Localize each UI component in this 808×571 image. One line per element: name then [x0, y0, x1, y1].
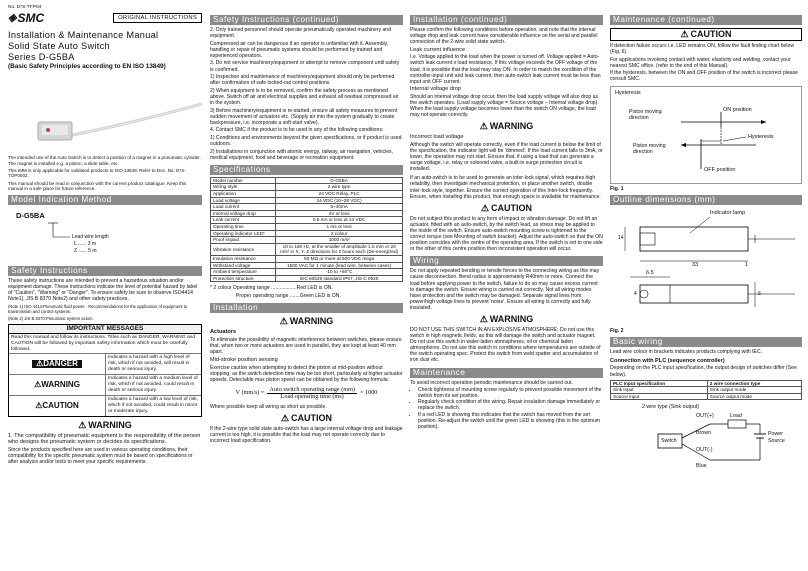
- spec-label-cell: Insulation resistance: [211, 256, 276, 263]
- spec-label-cell: Withstand voltage: [211, 262, 276, 269]
- formula-denominator: Load operating time (ms): [280, 392, 344, 400]
- danger-label: ⚠DANGER: [9, 354, 105, 374]
- maintenance-item: • Check tightness of mounting screw regularly to prevent possible movement of the switch from its set position.: [418, 387, 603, 399]
- connection-heading: Connection with PLC (sequence controller): [610, 357, 725, 364]
- messages-intro: Read this manual and follow its instructions. Titles such as DANGER, WARNING and CAUTION will be followed by important safety information which must be carefully followed.: [11, 334, 196, 352]
- table-row: [211, 191, 403, 198]
- spec-label-cell: Application: [211, 191, 276, 198]
- danger-text: Indicates a hazard with a high level of risk, which if not avoided, will result in death or serious injury.: [105, 354, 201, 374]
- plc-cell: Sink input: [611, 387, 708, 394]
- table-row: [611, 393, 802, 400]
- caution-row: [9, 395, 201, 416]
- specifications-table: [210, 177, 403, 283]
- out-minus-label: OUT(-): [696, 447, 713, 454]
- product-name: Solid State Auto Switch: [8, 41, 110, 52]
- maintenance-item: • If a red LED is showing this indicates that the switch has moved from the set position. Re-adjust the switch until the green LED is showing (this is the optimum position).: [418, 412, 603, 430]
- brown-label: Brown: [696, 430, 712, 437]
- warning-heading: ⚠ WARNING: [479, 313, 534, 324]
- outline-dimensions-figure: [610, 207, 802, 327]
- caution-text: If the 2-wire type solid state auto-switch has a large internal voltage drop and leakage current is too high, it is possible that the load may not operate correctly due to incorrect load specification.: [210, 426, 403, 445]
- product-image: [8, 74, 202, 154]
- note-2: (Note 2) JIS B 8370:Pneumatic system axiom.: [8, 315, 94, 321]
- intro-para-2: This IMM is only applicable for validated products to ISO 13849. Refer to Doc. No. D*S-TOP0002.: [8, 167, 186, 179]
- warning-triangle-icon: ⚠: [279, 316, 288, 327]
- table-row: [211, 230, 403, 237]
- lead-z: Z ...... 5 m: [74, 247, 97, 254]
- warning-row: [9, 374, 201, 395]
- maintenance-item: • Regularly check condition of the wiring. Repair insulation damage immediately or replace the switch.: [418, 399, 603, 411]
- ivd-heading: Internal voltage drop: [410, 86, 461, 93]
- install-intro: Please confirm the following conditions before operation, and note that the internal voltage drop and leak current have considerable influence on the serial and parallel connection of the 2-wire solid state switch.: [410, 27, 598, 46]
- warning-triangle-icon: ⚠: [479, 121, 488, 132]
- fig-piston-label-1: Piston moving direction: [629, 108, 662, 121]
- spec-value-cell: 4V or less: [276, 210, 403, 217]
- table-row: [211, 197, 403, 204]
- spec-value-cell: 1000 m/s²: [276, 237, 403, 244]
- warning-heading: ⚠ WARNING: [279, 316, 334, 327]
- spec-value-cell: 2 wire type: [276, 184, 403, 191]
- spec-label-cell: Leak current: [211, 217, 276, 224]
- interlock-text: If an auto-switch is to be used to generate an inter-lock signal, which requires high reliability, then investigate mechanical protection, or place another switch, double inter-lock style, together. Ensure the correct operation of this Inter-lock frequently. Ensure, when installing this product, that enough space is available for maintenance.: [410, 175, 601, 200]
- hysteresis-figure: [610, 86, 802, 184]
- important-messages-box: [8, 324, 202, 417]
- fig-hysteresis-label: Hysteresis: [615, 89, 641, 96]
- wiring-header: Wiring: [410, 256, 603, 266]
- spec-value-cell: IEC 60529 standard IP67, JIS C 0920: [276, 275, 403, 282]
- safety-instructions-header: Safety Instructions: [8, 266, 202, 276]
- model-diagram: [8, 207, 202, 263]
- spec-label-cell: Operating time: [211, 224, 276, 231]
- compatibility-text: Since the products specified here are used in various operating conditions, their compatibility for the specific pneumatic system must be based on specifications or after analysis and/or tests to meet your specific requirements.: [8, 447, 193, 466]
- note-1: (Note 1) ISO 4414:Pneumatic fluid power - Recommendations for the application of equipment to transmission and control systems.: [8, 304, 188, 315]
- warning-triangle-icon: ⚠: [280, 413, 290, 424]
- basic-safety-principles: (Basic Safety Principles according to EN ISO 13849): [8, 63, 166, 71]
- spec-label-cell: Internal voltage drop: [211, 210, 276, 217]
- water-contact-text: For applications involving contact with water, elasticity and welding, contact your nearest SMC office. (refer to the end of this Manual).: [610, 56, 791, 69]
- actuators-heading: Actuators: [210, 329, 237, 336]
- warning-triangle-icon: ⚠: [34, 379, 42, 389]
- colour-note-1: * 2 colour Operating range ..................Red LED is ON.: [210, 285, 333, 292]
- spec-label-cell: Vibration resistance: [211, 243, 276, 255]
- table-row: [211, 210, 403, 217]
- warning-heading: ⚠ WARNING: [479, 121, 534, 132]
- outline-dimensions-header: Outline dimensions (mm): [610, 195, 802, 205]
- hysteresis-text: If the hysteresis, between the ON and OFF position of the switch is incorrect please consult SMC.: [610, 70, 798, 83]
- spec-label-cell: Load current: [211, 204, 276, 211]
- series-name: Series D-G5BA: [8, 52, 75, 63]
- fig-hysteresis-label-2: Hysteresis: [748, 133, 774, 140]
- spec-label-cell: Ambient temperature: [211, 269, 276, 276]
- lead-l: L ...... 3 m: [74, 240, 97, 247]
- safety-text: These safety instructions are intended to prevent a hazardous situation and/or equipment damage. These instructions indicate the level of potential hazard by label of "Caution", "Warning" or "Danger". To ensure safety be sure to observe ISO4414 Note1), JIS B 8370 Note2) and other safety practices.: [8, 277, 198, 303]
- dim-14: 14: [618, 234, 624, 241]
- lead-wire-label: Lead wire length: [72, 233, 109, 240]
- out-plus-label: OUT(+): [696, 413, 714, 420]
- plc-th-2: 2 wire connection type: [707, 380, 801, 387]
- incorrect-load-text: Although the switch will operate correctly, even if the load current is below the limit of the specification, the indicator light will be 'dimmed'. If the load current falls to 3mA, or lower, the operation may not start. Ensure that, if using a load that can generate a surge voltage, i.e. relay or solenoid valve, a built-in surge protection circuit is installed.: [410, 141, 603, 173]
- compatibility-title: 1. The compatibility of pneumatic equipment is the responsibility of the person who designs the pneumatic system or decides its specifications.: [8, 432, 201, 446]
- spec-value-cell: 1500 VAC for 1 minute (lead wire, between cases): [276, 262, 403, 269]
- warning-label: ⚠ WARNING: [34, 379, 80, 389]
- fig-piston-label-2: Piston moving direction: [633, 142, 666, 155]
- caution-heading: ⚠ CAUTION: [280, 413, 333, 424]
- caution-text: Indicates a hazard with a low level of risk, which if not avoided, could result in minor or moderate injury.: [105, 396, 201, 416]
- spec-label-cell: Load voltage: [211, 197, 276, 204]
- table-row: [211, 204, 403, 211]
- warning-triangle-icon: ⚠: [35, 400, 43, 410]
- basic-wiring-header: Basic wiring: [610, 337, 802, 347]
- spec-label-cell: Protection structure: [211, 275, 276, 282]
- spec-value-cell: -10 to +60°C: [276, 269, 403, 276]
- model-code: D-G5BA: [16, 210, 45, 220]
- safety-para-4: 1) Inspection and maintenance of machinery/equipment should only be performed after confirmation of safe locked-out control positions.: [210, 74, 395, 87]
- plc-cell: Source input: [611, 393, 708, 400]
- manual-title: Installation & Maintenance Manual: [8, 30, 159, 41]
- plc-cell: Source output mode: [707, 393, 801, 400]
- model-indication-header: Model Indication Method: [8, 195, 202, 205]
- spec-label-cell: Proof impact: [211, 237, 276, 244]
- smc-logo: ◈ SMC: [8, 11, 45, 26]
- spec-value-cell: 0.8 mA or less at 24 VDC: [276, 217, 403, 224]
- caution-text: Do not subject this product to any form of impact or vibration damage. Do not lift an actuator, fitted with an auto-switch, by the switch lead, as stress may be applied to the inside of the switch. Ensure auto-switch mounting screw is tightened to the correct torque (see Mounting of switch bracket). Adjust the auto-switch so that the ON position coincides with the centre of the operating area. If the switch is set to one side or the other of this centre position then inconsistent operation will occur.: [410, 215, 603, 253]
- spec-label-cell: Wiring style: [211, 184, 276, 191]
- actuators-text: To eliminate the possibility of magnetic interference between switches, please ensure that, when two or more actuators are used in parallel, they are kept at least 40 mm apart.: [210, 336, 402, 355]
- caution-heading: ⚠ CAUTION: [610, 28, 802, 41]
- safety-para-6: 3) Before machinery/equipment is re-started, ensure all safety measures to prevent sudden movement of actuators etc. (Supply air into the system gradually to create backpressure, i.e. incorporate a soft-start valve).: [210, 107, 398, 126]
- spec-label-cell: Model number: [211, 177, 276, 184]
- table-row: [211, 224, 403, 231]
- leak-text: I.e. Voltage applied to the load when the power is turned off. Voltage applied = Auto-switch leak current x load resistance. If this voltage exceeds the OFF voltage of the load, it is possible that the load may stay ON. In order to match the condition of the controller-input unit and leak current, then auto-switch leak current must be less than input unit OFF current.: [410, 54, 601, 85]
- dim-4: 4: [634, 290, 637, 297]
- safety-para-5: 2) When equipment is to be removed, confirm the safety process as mentioned above. Switch off air and electrical supplies and exhaust all residual compressed air in the system.: [210, 87, 399, 107]
- warning-triangle-icon: ⚠: [479, 313, 488, 324]
- warning-triangle-icon: ⚠: [78, 419, 87, 430]
- table-row: [211, 243, 403, 255]
- danger-row: [9, 353, 201, 374]
- warning-heading: ⚠ WARNING: [78, 419, 132, 430]
- maintenance-continued-header: Maintenance (continued): [610, 15, 802, 25]
- important-messages-title: IMPORTANT MESSAGES: [9, 325, 201, 334]
- wiring-short-note: Where possible keep all wiring as short as possible.: [210, 404, 327, 410]
- intro-para-3: This manual should be read in conjunction with the current product catalogue. Keep this manual in a safe place for future reference.: [8, 180, 187, 192]
- plc-th-1: PLC Input specification: [611, 380, 708, 387]
- speed-formula: [210, 387, 403, 400]
- maintenance-list: [410, 387, 603, 430]
- basic-wiring-text: Lead wire colour in brackets indicates products complying with IEC.: [610, 348, 763, 355]
- fig-on-label: ON position: [723, 106, 752, 113]
- column-3: [410, 0, 603, 571]
- fig-1-caption: Fig. 1: [610, 185, 624, 192]
- dim-6: 6: [758, 290, 761, 297]
- caution-label: ⚠ CAUTION: [35, 400, 79, 410]
- safety-para-3: 3. Do not service machinery/equipment or attempt to remove component until safety is confirmed.: [210, 60, 400, 73]
- spec-value-cell: 5~40mA: [276, 204, 403, 211]
- colour-note-2: Proper operating range .......Green LED is ON.: [236, 292, 341, 299]
- spec-value-cell: 24 VDC (10~28 VDC): [276, 197, 403, 204]
- spec-value-cell: D-G5BA: [276, 177, 403, 184]
- warning-triangle-icon: ⚠: [680, 29, 689, 39]
- warning-triangle-icon: ⚠: [480, 202, 490, 213]
- safety-para-1: 2. Only trained personnel should operate pneumatically operated machinery and equipment.: [210, 27, 391, 40]
- plc-table: [610, 380, 802, 401]
- table-row: [211, 237, 403, 244]
- specifications-header: Specifications: [210, 165, 403, 175]
- sink-label: 2 wire type (Sink output): [642, 404, 700, 411]
- sink-wiring-diagram: [610, 404, 802, 472]
- spec-value-cell: 1 ms or less: [276, 224, 403, 231]
- original-instructions-label: ORIGINAL INSTRUCTIONS: [113, 13, 202, 23]
- fig-2-caption: Fig. 2: [610, 327, 624, 334]
- safety-para-9: 2) Installations in conjunction with atomic energy, railway, air navigation, vehicles, medical equipment, food and beverage or recreation equipment.: [210, 148, 393, 161]
- column-2: [210, 0, 403, 571]
- spec-value-cell: 2 colour: [276, 230, 403, 237]
- table-row: [211, 184, 403, 191]
- dim-33: 33: [692, 261, 699, 268]
- warning-text: Indicates a hazard with a medium level of risk, which if not avoided, could result in death or serious injury.: [105, 375, 201, 395]
- switch-label: Switch: [661, 438, 677, 445]
- spec-value-cell: 50 MΩ or more at 500 VDC mega: [276, 256, 403, 263]
- mid-stroke-heading: Mid-stroke position sensing: [210, 356, 278, 363]
- maintenance-text: To avoid incorrect operation periodic maintenance should be carried out.: [410, 379, 573, 386]
- wiring-text: Do not apply repeated bending or tensile forces to the connecting wiring as this may cause disconnection. Bend radius is approximately R40mm or more. Connect the load before applying power to the switch, failure to do so may cause excess current to damage the switch. Ensure wiring is carried out correctly. Not all wiring modes have protection and the switch may be damaged. Separate signal lines from power/high voltage lines to prevent 'noise'. Ensure all wiring is correctly and fully insulated.: [410, 268, 600, 311]
- spec-label-cell: Operating indicator LED*: [211, 230, 276, 237]
- safety-continued-header: Safety Instructions (continued): [210, 15, 403, 25]
- connection-text: Depending on the PLC input specification, the output design of switches differ (See below).: [610, 365, 797, 378]
- dim-6-5: 6.5: [646, 269, 654, 276]
- explosive-text: DO NOT USE THIS SWITCH IN AN EXPLOSIVE ATMOSPHERE: Do not use this switch in high magnetic fields, as this will damage the switch and actuator magnet. Do not use this switch in water-laden atmospheres, oil or chemical laden atmospheres. Do not use this switch in conditions where temperatures are outside of the switch operating spec. Protect the switch from weld spatter and accumulation of iron dust etc.: [410, 326, 601, 364]
- caution-heading: ⚠ CAUTION: [480, 202, 533, 213]
- table-row: [611, 387, 802, 394]
- safety-para-8: 1) Conditions and environments beyond the given specifications, or if product is used outdoors.: [210, 135, 402, 148]
- doc-number: No. D*S-TFP04: [8, 5, 42, 10]
- blue-label: Blue: [696, 463, 707, 470]
- logo-mark-icon: ◈: [8, 12, 17, 25]
- load-label: Load: [730, 413, 742, 420]
- formula-numerator: Auto switch operating range (mm): [269, 385, 355, 393]
- table-row: [211, 269, 403, 276]
- column-4: [610, 0, 802, 571]
- leak-heading: Leak current influence: [410, 46, 466, 53]
- spec-value-cell: 10 to 150 Hz, at the smaller of amplitude 1.5 mm or 20 m/s² in X, Y, Z directions for 2 hours each (De-energized): [276, 243, 403, 255]
- power-source-label: Power Source: [768, 431, 785, 444]
- safety-para-7: 4. Contact SMC if the product is to be used in any of the following conditions:: [210, 127, 384, 134]
- ivd-text: Should an internal voltage drop occur, then the load supply voltage will also drop as the switch operates. (Load supply voltage = Source voltage – Internal voltage drop). When the load supply voltage becomes lower than the switch ON voltage, the load may not operate correctly.: [410, 93, 599, 119]
- intro-para-1: The intended use of the Auto Switch is to detect a position of a magnet in a pneumatic cylinder. The magnet is installed e.g. a piston, a slide table, etc.: [8, 155, 201, 166]
- spec-value-cell: 24 VDC Relay, PLC: [276, 191, 403, 198]
- indicator-lamp-label: Indicator lamp: [710, 209, 746, 216]
- incorrect-load-heading: Incorrect load voltage: [410, 134, 464, 141]
- table-row: [211, 275, 403, 282]
- fig-off-label: OFF position: [704, 166, 736, 173]
- table-row: [211, 256, 403, 263]
- column-1: [8, 0, 202, 571]
- detection-failure-text: If detection failure occurs i.e. LED remains ON, follow the fault finding chart below (Fig. 6).: [610, 43, 795, 56]
- table-row: [211, 217, 403, 224]
- table-row: [211, 177, 403, 184]
- warning-triangle-icon: ⚠: [36, 359, 44, 369]
- maintenance-header: Maintenance: [410, 368, 603, 378]
- formula-lhs: V (mm/s) =: [235, 389, 265, 397]
- safety-para-2: Compressed air can be dangerous if an operator is unfamiliar with it. Assembly, handling or repair of pneumatic systems should be performed by trained and experienced operators.: [210, 40, 389, 59]
- formula-rhs: × 1000: [359, 389, 378, 397]
- installation-continued-header: Installation (continued): [410, 15, 603, 25]
- table-row: [211, 262, 403, 269]
- plc-cell: Sink output mode: [707, 387, 801, 394]
- installation-header: Installation: [210, 303, 403, 313]
- dim-1: 1: [745, 261, 749, 268]
- mid-stroke-text: Exercise caution when attempting to detect the piston at mid-position without stopping, as the switch detection time may be too short, particularly at higher actuator speeds. Detectable max piston speed can be obtained by the following formula:: [210, 364, 403, 383]
